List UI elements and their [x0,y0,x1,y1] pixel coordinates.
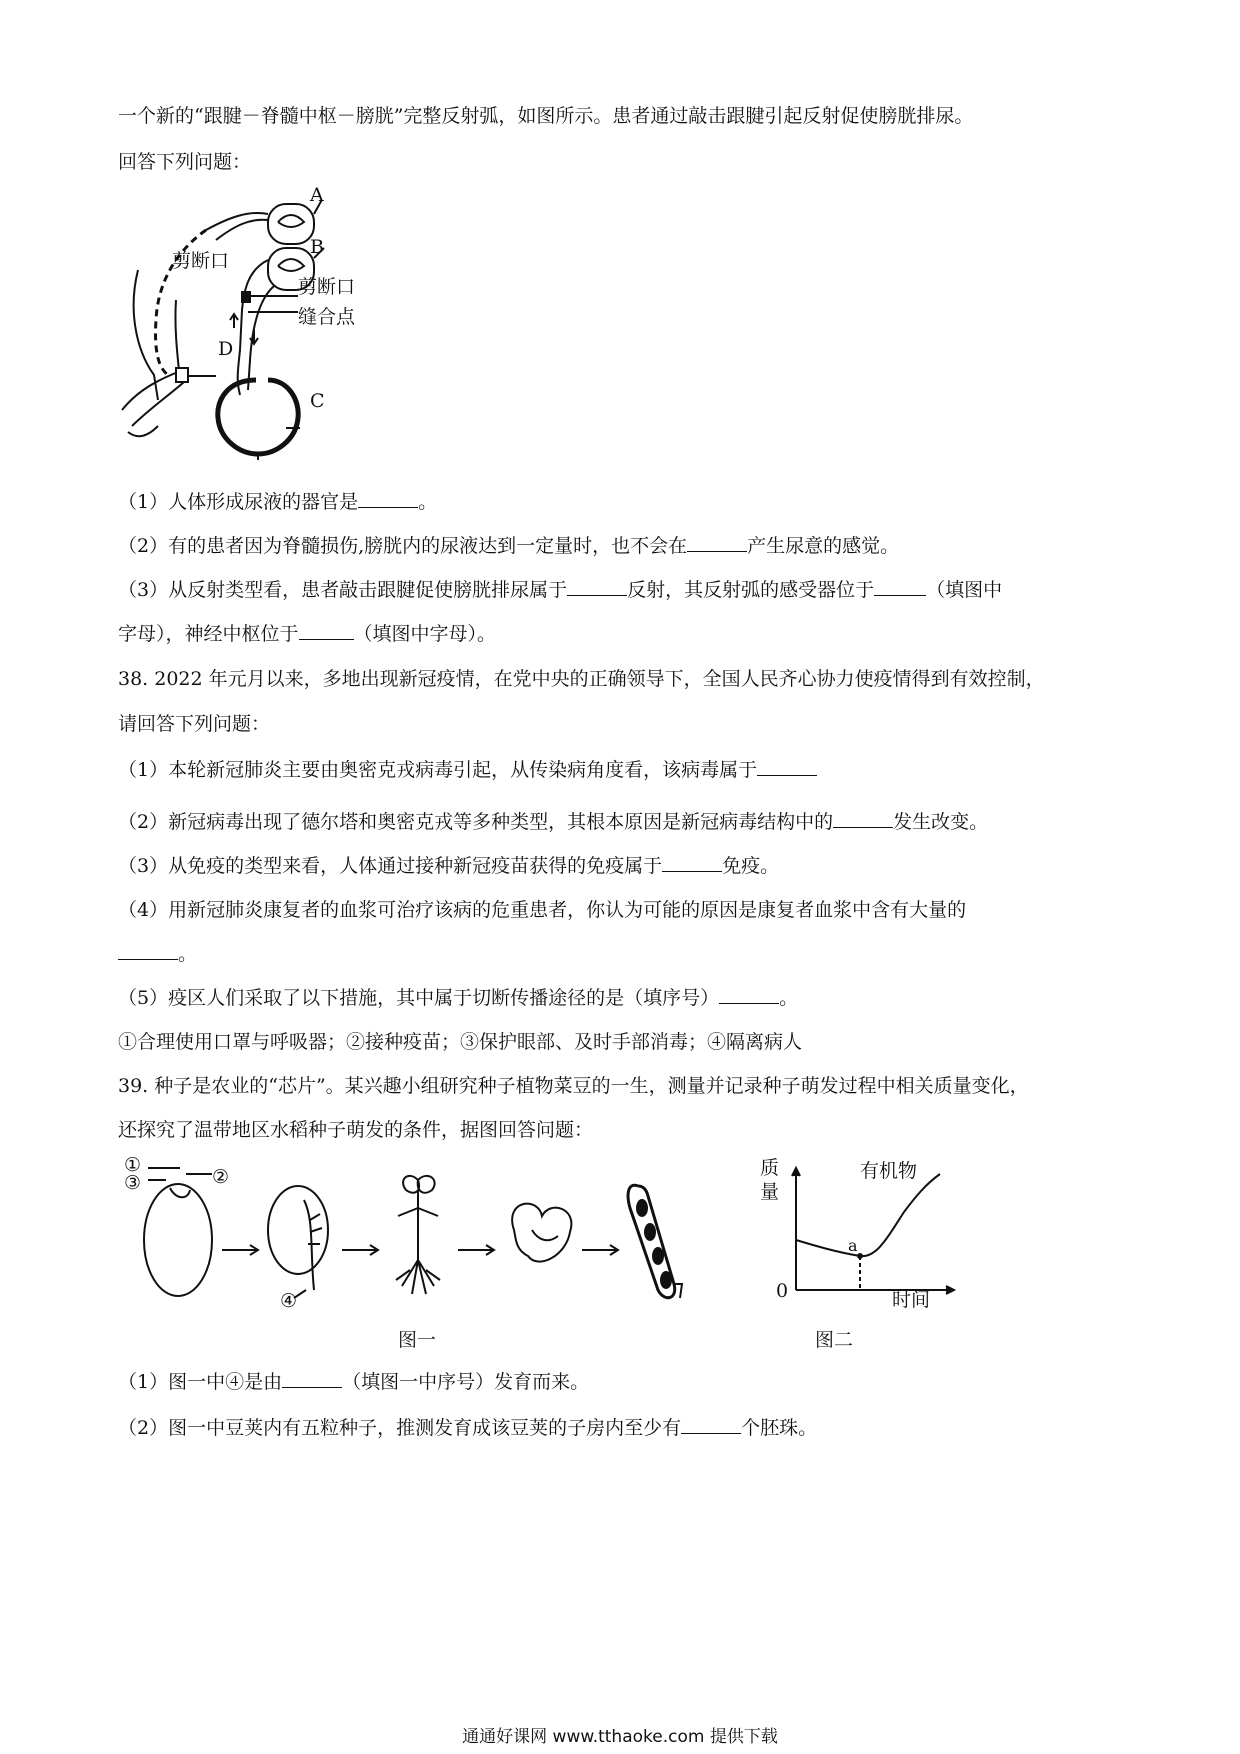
q38-intro-line1: 38. 2022 年元月以来，多地出现新冠疫情，在党中央的正确领导下，全国人民齐心协力使疫情得到有效控制， [118,668,1045,690]
chart-xlabel: 时间 [892,1289,931,1311]
bean-seedling [396,1176,440,1294]
bean-seed [144,1184,212,1296]
q39-part2: （2）图一中豆荚内有五粒种子，推测发育成该豆荚的子房内至少有 个胚珠。 [118,1417,818,1439]
q39-part1: （1）图一中④是由 （填图一中序号）发育而来。 [118,1371,590,1393]
answer-blank[interactable] [282,1369,342,1388]
answer-blank[interactable] [833,809,893,828]
label-2: ② [212,1166,230,1188]
organic-matter-curve [796,1174,940,1256]
q38-part5-options: ①合理使用口罩与呼吸器；②接种疫苗；③保护眼部、及时手部消毒；④隔离病人 [118,1031,803,1053]
q37-part1: （1）人体形成尿液的器官是 。 [118,491,438,513]
chart-point-a: a [848,1236,858,1255]
chart-series-label: 有机物 [860,1160,918,1182]
label-4: ④ [280,1290,298,1312]
answer-blank[interactable] [874,577,926,596]
answer-blank[interactable] [687,533,747,552]
answer-blank[interactable] [358,489,418,508]
answer-blank[interactable] [299,621,354,640]
label-b: B [310,236,324,258]
q38-part4-cont: 。 [118,940,197,968]
label-c: C [310,390,325,412]
reflex-arc-figure [118,200,398,460]
q37-intro-line1: 一个新的“跟腱－脊髓中枢－膀胱”完整反射弧，如图所示。患者通过敲击跟腱引起反射促使膀胱排尿。 [118,105,974,127]
q38-part1: （1）本轮新冠肺炎主要由奥密克戎病毒引起，从传染病角度看，该病毒属于 [118,756,817,784]
figure-2-caption: 图二 [815,1329,854,1351]
answer-blank[interactable] [719,985,779,1004]
q38-part3: （3）从免疫的类型来看，人体通过接种新冠疫苗获得的免疫属于 免疫。 [118,855,780,877]
q37-part2: （2）有的患者因为脊髓损伤,膀胱内的尿液达到一定量时，也不会在 产生尿意的感觉。 [118,535,900,557]
bean-life-cycle-figure [118,1160,718,1320]
label-d: D [218,338,234,360]
q39-intro-line1: 39. 种子是农业的“芯片”。某兴趣小组研究种子植物菜豆的一生，测量并记录种子萌发过程中相关质量变化， [118,1075,1029,1097]
chart-ylabel-top: 质量 [760,1157,780,1203]
answer-blank[interactable] [118,941,178,960]
label-a: A [310,184,324,206]
figure-1-caption: 图一 [398,1329,437,1351]
q37-part3: （3）从反射类型看，患者敲击跟腱促使膀胱排尿属于 反射，其反射弧的感受器位于 （填图中 [118,579,1003,601]
q39-intro-line2: 还探究了温带地区水稻种子萌发的条件，据图回答问题： [118,1119,594,1141]
label-cut-1: 剪断口 [172,250,230,272]
q37-intro-line2: 回答下列问题： [118,151,252,173]
label-3: ③ [124,1172,142,1194]
chart-origin: 0 [776,1280,789,1302]
q38-part4: （4）用新冠肺炎康复者的血浆可治疗该病的危重患者，你认为可能的原因是康复者血浆中含有大量的 [118,899,967,921]
q37-part3-cont: 字母），神经中枢位于 （填图中字母）。 [118,623,497,645]
page-footer: 通通好课网 www.tthaoke.com 提供下载 [462,1727,778,1747]
label-cut-2: 剪断口 [298,276,356,298]
answer-blank[interactable] [662,853,722,872]
answer-blank[interactable] [757,757,817,776]
answer-blank[interactable] [681,1415,741,1434]
q38-part2: （2）新冠病毒出现了德尔塔和奥密克戎等多种类型，其根本原因是新冠病毒结构中的 发生改变。 [118,811,989,833]
q38-intro-line2: 请回答下列问题： [118,713,271,735]
q38-part5: （5）疫区人们采取了以下措施，其中属于切断传播途径的是（填序号） 。 [118,987,799,1009]
label-1: ① [124,1154,142,1176]
spinal-segment-a [268,204,314,244]
bean-flower [512,1204,571,1262]
bladder-c [218,380,298,454]
answer-blank[interactable] [567,577,627,596]
label-suture: 缝合点 [298,306,356,328]
